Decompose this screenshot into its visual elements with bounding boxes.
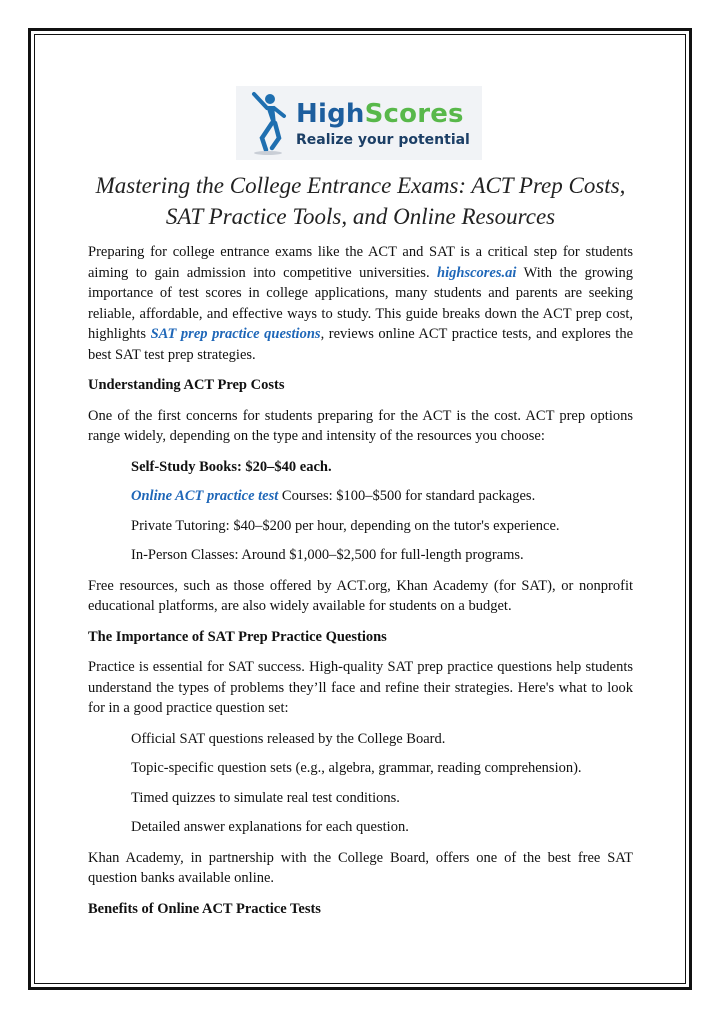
logo-brand-high: High (296, 99, 365, 129)
logo-brand-scores: Scores (364, 99, 464, 129)
list-item: Official SAT questions released by the College Board. (131, 730, 446, 747)
intro-text-1: Preparing for college entrance exams like the ACT and SAT is a critical step for students aiming to gain admission into competitive universities. (88, 244, 633, 281)
section-heading-online-act: Benefits of Online ACT Practice Tests (88, 900, 321, 917)
list-item (131, 486, 633, 507)
highscores-logo[interactable] (236, 86, 482, 160)
list-item: Topic-specific question sets (e.g., algebra, grammar, reading comprehension). (131, 760, 582, 776)
highscores-link[interactable]: highscores.ai (437, 264, 517, 281)
list-item: Detailed answer explanations for each question. (131, 819, 409, 835)
sat-practice-paragraph: Practice is essential for SAT success. High-quality SAT prep practice questions help students understand the types of problems they’ll face and refine their strategies. Here's what to look for in a good practice question set: (88, 659, 633, 716)
logo-brand (296, 100, 470, 128)
act-costs-list (88, 457, 633, 566)
list-item-text: Courses: $100–$500 for standard packages. (278, 488, 536, 504)
section-heading-act-costs: Understanding ACT Prep Costs (88, 377, 285, 393)
article-body (88, 170, 633, 929)
jumping-person-icon (246, 90, 290, 156)
sat-practice-list (88, 729, 633, 838)
logo-tagline: Realize your potential (296, 132, 470, 148)
list-item: Timed quizzes to simulate real test conditions. (131, 789, 400, 806)
logo-text (296, 100, 470, 149)
section-heading-sat-practice: The Importance of SAT Prep Practice Questions (88, 628, 387, 645)
act-costs-paragraph: One of the first concerns for students preparing for the ACT is the cost. ACT prep options range widely, depending on the type and intensity of the resources you choose: (88, 407, 633, 444)
khan-academy-paragraph: Khan Academy, in partnership with the College Board, offers one of the best free SAT question banks available online. (88, 849, 633, 886)
intro-text-2: With the growing importance of test scores in college applications, many students and parents are seeking reliable, affordable, and effective ways to study. This guide breaks down the ACT prep cost, highlights (88, 264, 633, 342)
intro-text-3: , reviews online ACT practice tests, and explores the best SAT test prep strategies. (88, 326, 634, 363)
free-resources-paragraph: Free resources, such as those offered by ACT.org, Khan Academy (for SAT), or nonprofit educational platforms, are also widely available for students on a budget. (88, 577, 633, 614)
article-title: Mastering the College Entrance Exams: ACT Prep Costs, SAT Practice Tools, and Online Resources (95, 173, 626, 229)
intro-paragraph (88, 242, 633, 365)
list-item: In-Person Classes: Around $1,000–$2,500 for full-length programs. (131, 547, 524, 563)
online-act-practice-test-link[interactable]: Online ACT practice test (131, 488, 279, 504)
list-item: Self-Study Books: $20–$40 each. (131, 458, 332, 475)
sat-prep-questions-link[interactable]: SAT prep practice questions (150, 326, 321, 342)
list-item: Private Tutoring: $40–$200 per hour, depending on the tutor's experience. (131, 517, 560, 534)
